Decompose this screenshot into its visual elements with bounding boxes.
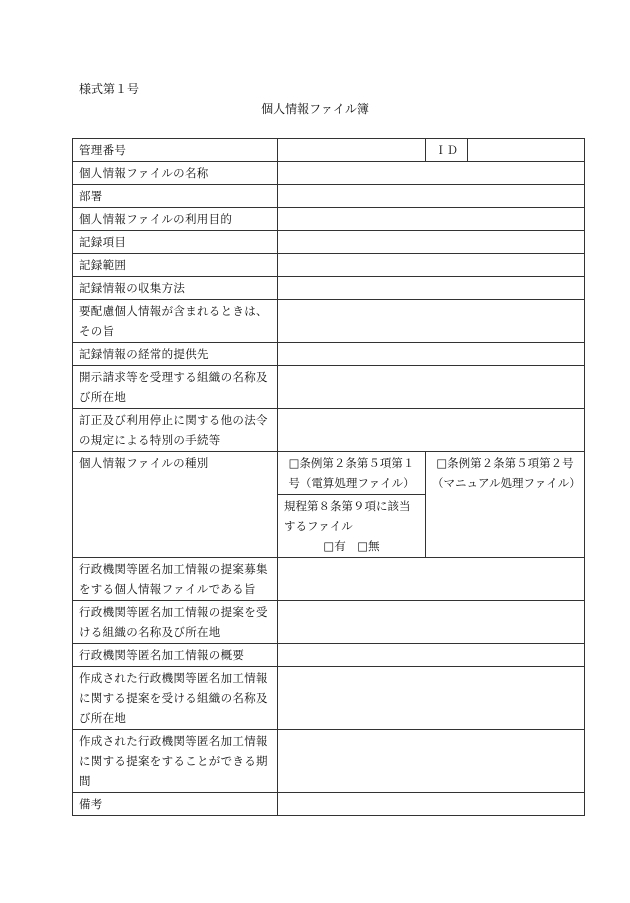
row-collection-method (73, 277, 585, 300)
row-remarks (73, 793, 585, 816)
sensitive-info-label: 要配慮個人情報が含まれるときは、その旨 (73, 300, 278, 343)
purpose-value[interactable] (278, 208, 585, 231)
anon-proposal-org-label: 行政機関等匿名加工情報の提案を受ける組織の名称及び所在地 (73, 601, 278, 644)
row-anon-created-period (73, 730, 585, 793)
regulation-text: 規程第８条第９項に該当するファイル (284, 499, 411, 533)
record-scope-label: 記録範囲 (73, 254, 278, 277)
personal-info-file-register (72, 138, 585, 816)
regular-recipients-label: 記録情報の経常的提供先 (73, 343, 278, 366)
management-number-label: 管理番号 (73, 139, 278, 162)
row-record-items (73, 231, 585, 254)
row-disclosure-org (73, 366, 585, 409)
row-file-name (73, 162, 585, 185)
collection-method-label: 記録情報の収集方法 (73, 277, 278, 300)
file-name-value[interactable] (278, 162, 585, 185)
row-regular-recipients (73, 343, 585, 366)
remarks-label: 備考 (73, 793, 278, 816)
anon-created-period-value[interactable] (278, 730, 585, 793)
row-management-number (73, 139, 585, 162)
row-anon-proposal-org (73, 601, 585, 644)
row-file-type (73, 452, 585, 495)
row-purpose (73, 208, 585, 231)
anon-proposal-org-value[interactable] (278, 601, 585, 644)
row-anon-overview (73, 644, 585, 667)
row-anon-proposal-solicit (73, 558, 585, 601)
department-value[interactable] (278, 185, 585, 208)
anon-proposal-solicit-value[interactable] (278, 558, 585, 601)
sensitive-info-value[interactable] (278, 300, 585, 343)
file-name-label: 個人情報ファイルの名称 (73, 162, 278, 185)
option-computer-processing[interactable]: □条例第２条第５項第１号（電算処理ファイル） (278, 452, 426, 495)
anon-overview-label: 行政機関等匿名加工情報の概要 (73, 644, 278, 667)
anon-created-org-label: 作成された行政機関等匿名加工情報に関する提案を受ける組織の名称及び所在地 (73, 667, 278, 730)
purpose-label: 個人情報ファイルの利用目的 (73, 208, 278, 231)
row-special-procedures (73, 409, 585, 452)
row-record-scope (73, 254, 585, 277)
record-items-value[interactable] (278, 231, 585, 254)
special-procedures-label: 訂正及び利用停止に関する他の法令の規定による特別の手続等 (73, 409, 278, 452)
anon-created-period-label: 作成された行政機関等匿名加工情報に関する提案をすることができる期間 (73, 730, 278, 793)
row-sensitive-info (73, 300, 585, 343)
remarks-value[interactable] (278, 793, 585, 816)
form-number: 様式第１号 (79, 82, 140, 96)
file-type-label: 個人情報ファイルの種別 (73, 452, 278, 558)
special-procedures-value[interactable] (278, 409, 585, 452)
form-title: 個人情報ファイル簿 (261, 102, 369, 116)
row-anon-created-org (73, 667, 585, 730)
anon-overview-value[interactable] (278, 644, 585, 667)
disclosure-org-label: 開示請求等を受理する組織の名称及び所在地 (73, 366, 278, 409)
record-scope-value[interactable] (278, 254, 585, 277)
management-number-value[interactable] (278, 139, 426, 162)
anon-created-org-value[interactable] (278, 667, 585, 730)
disclosure-org-value[interactable] (278, 366, 585, 409)
anon-proposal-solicit-label: 行政機関等匿名加工情報の提案募集をする個人情報ファイルである旨 (73, 558, 278, 601)
regulation-cell (278, 495, 426, 558)
option-manual-processing[interactable]: □条例第２条第５項第２号（マニュアル処理ファイル） (426, 452, 585, 558)
department-label: 部署 (73, 185, 278, 208)
id-value[interactable] (468, 139, 585, 162)
id-label: ＩＤ (426, 139, 468, 162)
row-department (73, 185, 585, 208)
record-items-label: 記録項目 (73, 231, 278, 254)
regular-recipients-value[interactable] (278, 343, 585, 366)
collection-method-value[interactable] (278, 277, 585, 300)
yes-no-checkboxes[interactable]: □有 □無 (323, 539, 380, 553)
